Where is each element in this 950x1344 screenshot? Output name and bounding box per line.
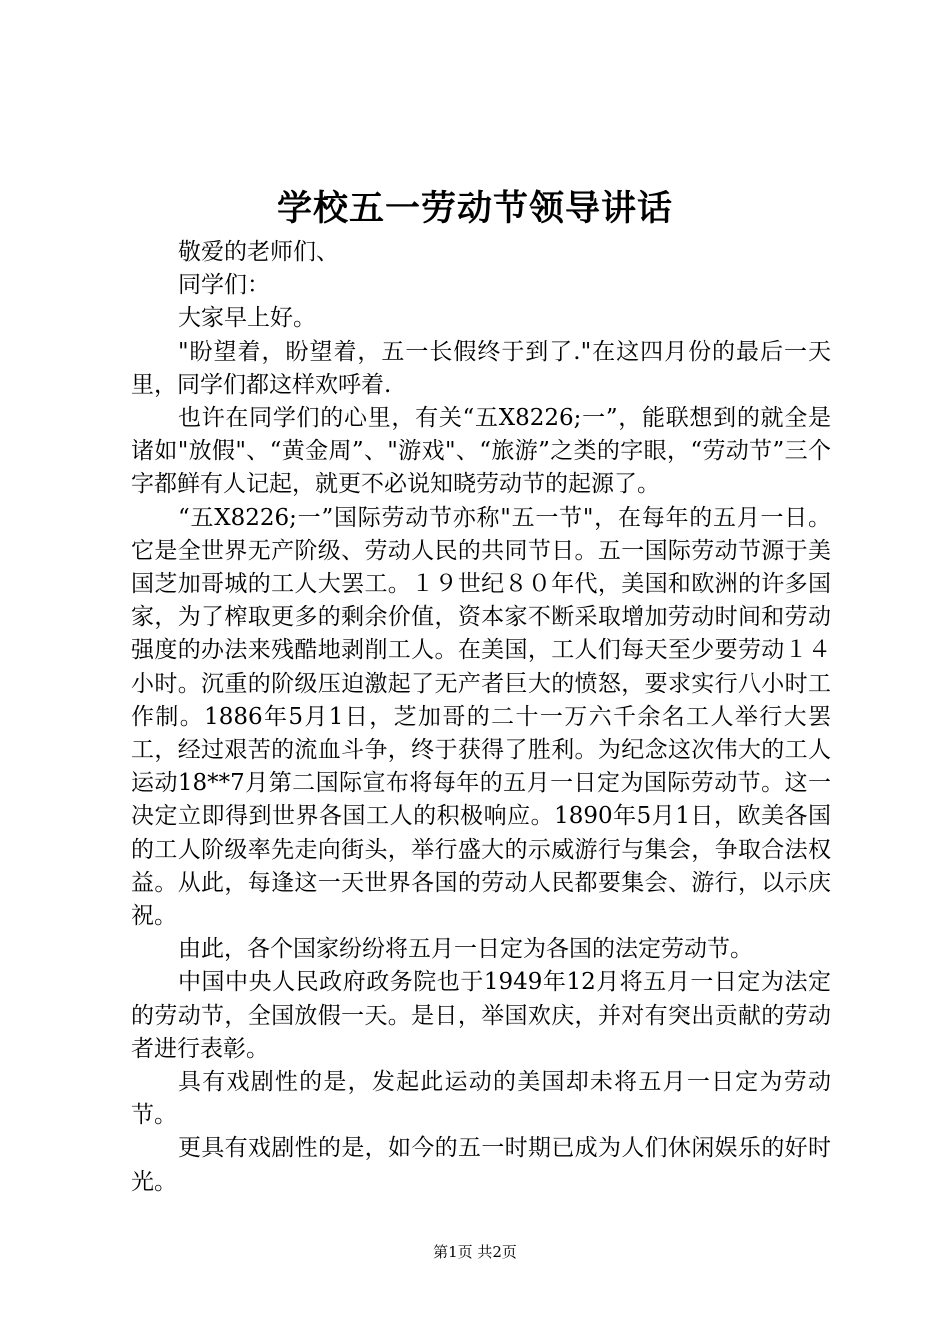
paragraph-associations: 也许在同学们的心里，有关“五X8226;一”，能联想到的就全是诸如"放假"、“黄金周”、"游戏"、“旅游”之类的字眼，“劳动节”三个字都鲜有人记起，就更不必说知晓劳动节的起源了。 (131, 405, 831, 498)
paragraph-greeting-teachers: 敬爱的老师们、 (178, 239, 339, 265)
document-body (131, 236, 831, 1199)
paragraph-greeting-students: 同学们： (178, 272, 270, 299)
document-title: 学校五一劳动节领导讲话 (276, 188, 673, 229)
page-footer: 第1页 共2页 (433, 1243, 517, 1261)
paragraph-national-holidays: 由此，各个国家纷纷将五月一日定为各国的法定劳动节。 (178, 936, 753, 963)
paragraph-intro: "盼望着，盼望着，五一长假终于到了."在这四月份的最后一天里，同学们都这样欢呼着. (131, 338, 831, 398)
paragraph-history: “五X8226;一”国际劳动节亦称"五一节"，在每年的五月一日。它是全世界无产阶级、劳动人民的共同节日。五一国际劳动节源于美国芝加哥城的工人大罢工。１９世纪８０年代，美国和欧洲的许多国家，为了榨取更多的剩余价值，资本家不断采取增加劳动时间和劳动强度的办法来残酷地剥削工人。在美国，工人们每天至少要劳动１４小时。沉重的阶级压迫激起了无产者巨大的愤怒，要求实行八小时工作制。1886年5月1日，芝加哥的二十一万六千余名工人举行大罢工，经过艰苦的流血斗争，终于获得了胜利。为纪念这次伟大的工人运动18**7月第二国际宣布将每年的五月一日定为国际劳动节。这一决定立即得到世界各国工人的积极响应。1890年5月1日，欧美各国的工人阶级率先走向街头，举行盛大的示威游行与集会，争取合法权益。从此，每逢这一天世界各国的劳动人民都要集会、游行，以示庆祝。 (131, 504, 831, 930)
paragraph-china: 中国中央人民政府政务院也于1949年12月将五月一日定为法定的劳动节，全国放假一天。是日，举国欢庆，并对有突出贡献的劳动者进行表彰。 (131, 969, 831, 1062)
paragraph-usa: 具有戏剧性的是，发起此运动的美国却未将五月一日定为劳动节。 (131, 1069, 831, 1129)
paragraph-good-morning: 大家早上好。 (178, 305, 316, 332)
paragraph-leisure: 更具有戏剧性的是，如今的五一时期已成为人们休闲娱乐的好时光。 (131, 1135, 831, 1195)
